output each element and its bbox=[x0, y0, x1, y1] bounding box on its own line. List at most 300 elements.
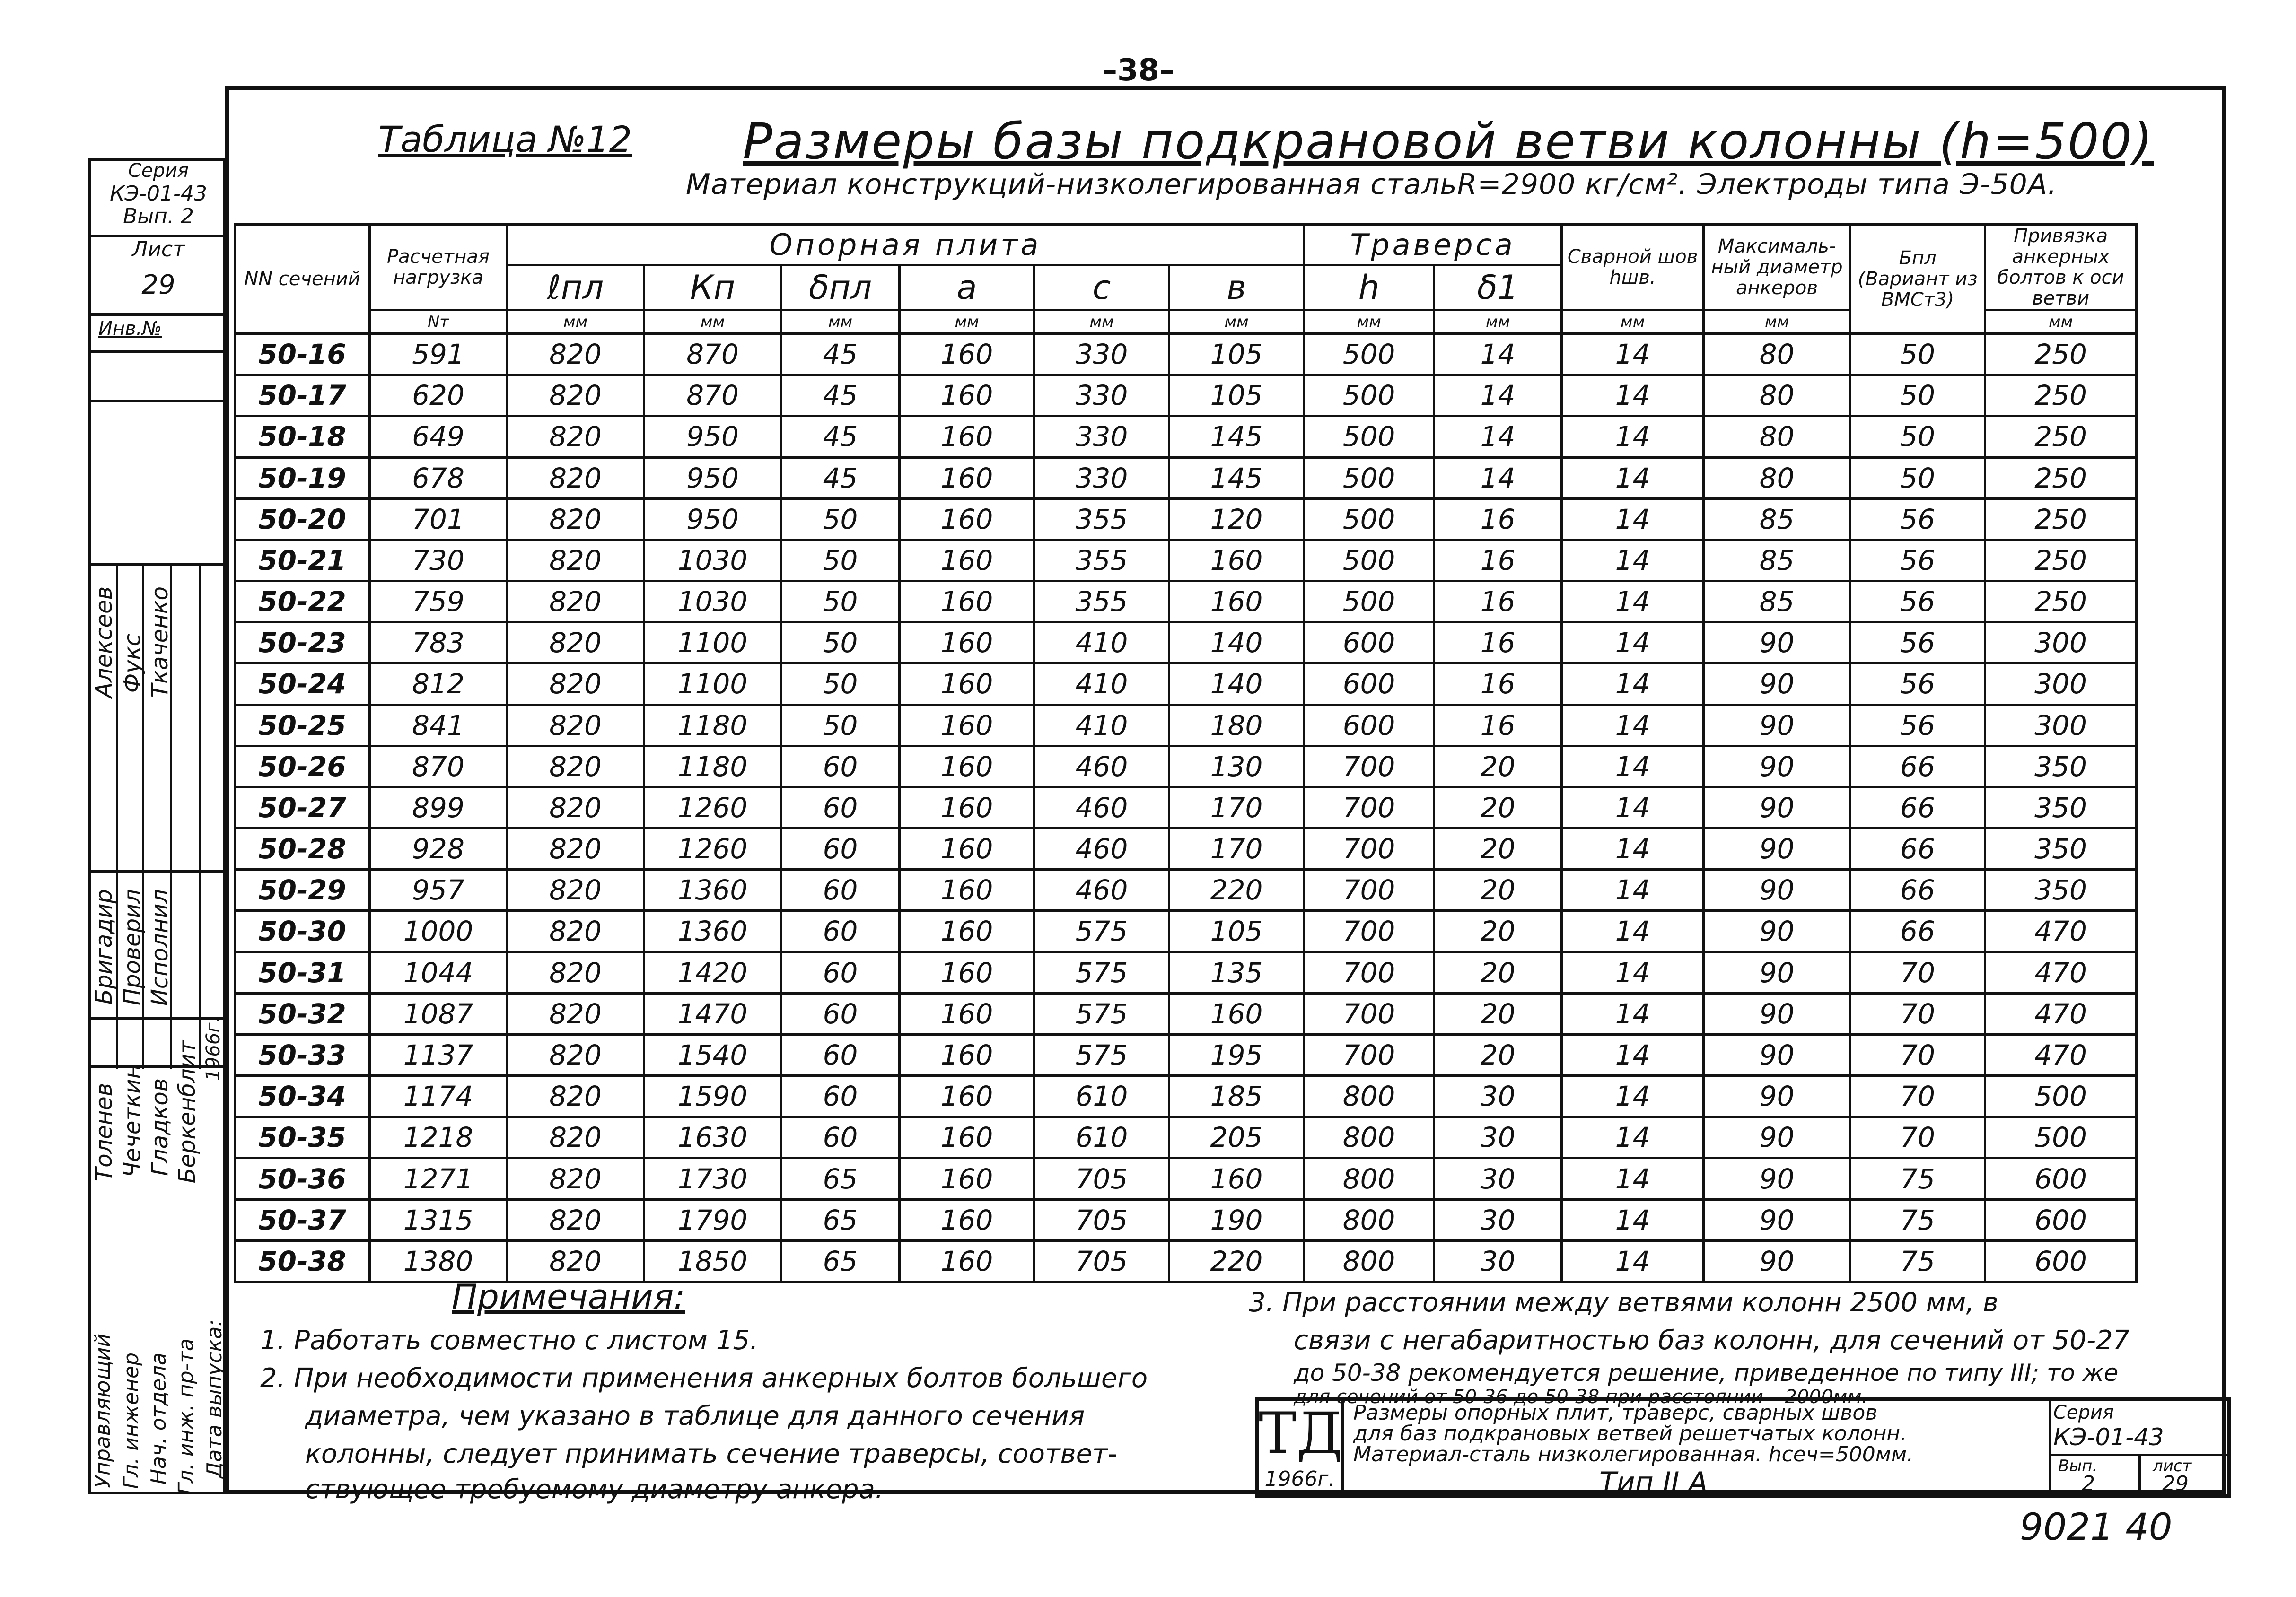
table-cell: 60 bbox=[781, 1076, 900, 1117]
table-row bbox=[235, 498, 2137, 540]
section-cell: 50-33 bbox=[235, 1034, 370, 1075]
td-logo-icon: ТД bbox=[1259, 1401, 1343, 1466]
stamp-year: 1966г. bbox=[1264, 1467, 1335, 1491]
table-cell: 160 bbox=[1169, 581, 1304, 622]
table-cell: 1000 bbox=[370, 911, 507, 952]
table-cell: 90 bbox=[1704, 870, 1850, 911]
table-cell: 700 bbox=[1304, 787, 1434, 828]
table-cell: 160 bbox=[900, 829, 1034, 870]
table-cell: 65 bbox=[781, 1240, 900, 1282]
table-cell: 820 bbox=[507, 540, 644, 581]
unit-mm: мм bbox=[1304, 310, 1434, 334]
table-cell: 56 bbox=[1850, 540, 1985, 581]
table-cell: 250 bbox=[1985, 581, 2137, 622]
col-header-lpl: ℓпл bbox=[507, 265, 644, 310]
table-cell: 16 bbox=[1434, 622, 1562, 663]
table-cell: 14 bbox=[1562, 457, 1704, 498]
table-row bbox=[235, 1117, 2137, 1158]
table-cell: 870 bbox=[644, 375, 781, 416]
stamp-hline bbox=[2051, 1454, 2231, 1456]
table-cell: 500 bbox=[1304, 375, 1434, 416]
table-cell: 1030 bbox=[644, 540, 781, 581]
table-cell: 60 bbox=[781, 1034, 900, 1075]
table-cell: 145 bbox=[1169, 457, 1304, 498]
table-cell: 56 bbox=[1850, 622, 1985, 663]
table-cell: 899 bbox=[370, 787, 507, 828]
section-cell: 50-21 bbox=[235, 540, 370, 581]
table-cell: 950 bbox=[644, 498, 781, 540]
table-cell: 410 bbox=[1034, 622, 1169, 663]
table-cell: 16 bbox=[1434, 663, 1562, 705]
table-cell: 60 bbox=[781, 787, 900, 828]
table-cell: 14 bbox=[1562, 1240, 1704, 1282]
table-cell: 355 bbox=[1034, 540, 1169, 581]
stamp-series: КЭ-01-43 bbox=[2053, 1423, 2164, 1451]
table-cell: 1174 bbox=[370, 1076, 507, 1117]
col-header-kp: Кп bbox=[644, 265, 781, 310]
strip-divider bbox=[88, 400, 226, 402]
table-cell: 65 bbox=[781, 1158, 900, 1199]
table-row bbox=[235, 457, 2137, 498]
col-header-d1: δ1 bbox=[1434, 265, 1562, 310]
table-cell: 30 bbox=[1434, 1076, 1562, 1117]
table-cell: 160 bbox=[900, 622, 1034, 663]
table-cell: 820 bbox=[507, 498, 644, 540]
note-3-line4: для сечений от 50-36 до 50-38 при расстоянии – 2000мм. bbox=[1294, 1386, 1868, 1408]
table-cell: 14 bbox=[1434, 334, 1562, 375]
table-cell: 50 bbox=[1850, 457, 1985, 498]
table-cell: 820 bbox=[507, 416, 644, 457]
strip-divider bbox=[88, 313, 226, 316]
table-cell: 820 bbox=[507, 1117, 644, 1158]
table-cell: 60 bbox=[781, 870, 900, 911]
table-cell: 1030 bbox=[644, 581, 781, 622]
table-cell: 701 bbox=[370, 498, 507, 540]
table-cell: 820 bbox=[507, 1076, 644, 1117]
table-cell: 160 bbox=[900, 1117, 1034, 1158]
table-cell: 350 bbox=[1985, 870, 2137, 911]
table-cell: 85 bbox=[1704, 581, 1850, 622]
unit-mm: мм bbox=[507, 310, 644, 334]
group-header-plate: Опорная плита bbox=[507, 225, 1304, 265]
table-cell: 90 bbox=[1704, 1076, 1850, 1117]
table-cell: 140 bbox=[1169, 622, 1304, 663]
table-cell: 800 bbox=[1304, 1240, 1434, 1282]
table-cell: 50 bbox=[781, 498, 900, 540]
table-cell: 470 bbox=[1985, 1034, 2137, 1075]
table-cell: 14 bbox=[1562, 829, 1704, 870]
table-cell: 705 bbox=[1034, 1240, 1169, 1282]
table-cell: 14 bbox=[1562, 952, 1704, 993]
table-cell: 160 bbox=[900, 870, 1034, 911]
table-cell: 330 bbox=[1034, 334, 1169, 375]
table-cell: 460 bbox=[1034, 787, 1169, 828]
table-cell: 1380 bbox=[370, 1240, 507, 1282]
table-cell: 1260 bbox=[644, 787, 781, 828]
table-cell: 700 bbox=[1304, 746, 1434, 787]
strip-year: 1966г. bbox=[202, 1017, 224, 1081]
table-cell: 160 bbox=[900, 993, 1034, 1034]
table-cell: 50 bbox=[1850, 375, 1985, 416]
table-cell: 820 bbox=[507, 663, 644, 705]
stamp-logo-cell bbox=[1259, 1401, 1344, 1494]
table-cell: 14 bbox=[1562, 1158, 1704, 1199]
table-cell: 350 bbox=[1985, 829, 2137, 870]
table-cell: 195 bbox=[1169, 1034, 1304, 1075]
table-cell: 250 bbox=[1985, 375, 2137, 416]
unit-mm: мм bbox=[1985, 310, 2137, 334]
table-cell: 66 bbox=[1850, 911, 1985, 952]
table-cell: 75 bbox=[1850, 1199, 1985, 1240]
base-dimensions-table bbox=[234, 223, 2138, 1283]
table-cell: 600 bbox=[1304, 705, 1434, 746]
note-2-line4: ствующее требуемому диаметру анкера. bbox=[305, 1474, 884, 1505]
table-cell: 160 bbox=[900, 416, 1034, 457]
table-cell: 20 bbox=[1434, 911, 1562, 952]
table-cell: 20 bbox=[1434, 870, 1562, 911]
section-cell: 50-18 bbox=[235, 416, 370, 457]
section-cell: 50-34 bbox=[235, 1076, 370, 1117]
table-cell: 60 bbox=[781, 746, 900, 787]
table-cell: 705 bbox=[1034, 1158, 1169, 1199]
table-cell: 410 bbox=[1034, 705, 1169, 746]
table-cell: 190 bbox=[1169, 1199, 1304, 1240]
table-cell: 610 bbox=[1034, 1117, 1169, 1158]
group-header-traverse: Траверса bbox=[1304, 225, 1562, 265]
table-row bbox=[235, 952, 2137, 993]
role-brigadir: Бригадир bbox=[91, 889, 117, 1005]
table-cell: 820 bbox=[507, 746, 644, 787]
table-cell: 60 bbox=[781, 1117, 900, 1158]
table-cell: 14 bbox=[1434, 375, 1562, 416]
table-cell: 160 bbox=[900, 1158, 1034, 1199]
col-header-c: c bbox=[1034, 265, 1169, 310]
strip-issue: Вып. 2 bbox=[123, 204, 194, 228]
col-header-h: h bbox=[1304, 265, 1434, 310]
table-cell: 14 bbox=[1562, 746, 1704, 787]
strip-series: КЭ-01-43 bbox=[110, 182, 207, 206]
table-cell: 1100 bbox=[644, 622, 781, 663]
table-cell: 160 bbox=[900, 457, 1034, 498]
table-cell: 14 bbox=[1562, 1034, 1704, 1075]
table-cell: 700 bbox=[1304, 993, 1434, 1034]
section-cell: 50-16 bbox=[235, 334, 370, 375]
table-cell: 50 bbox=[781, 663, 900, 705]
archive-number: 9021 40 bbox=[2020, 1506, 2173, 1549]
table-cell: 220 bbox=[1169, 870, 1304, 911]
unit-load: Nт bbox=[370, 310, 507, 334]
table-cell: 90 bbox=[1704, 746, 1850, 787]
table-cell: 820 bbox=[507, 581, 644, 622]
table-cell: 330 bbox=[1034, 416, 1169, 457]
table-cell: 160 bbox=[900, 581, 1034, 622]
table-cell: 50 bbox=[1850, 416, 1985, 457]
table-cell: 145 bbox=[1169, 416, 1304, 457]
name-chechetkin: Чечеткин bbox=[119, 1064, 146, 1178]
table-cell: 355 bbox=[1034, 581, 1169, 622]
table-cell: 820 bbox=[507, 1199, 644, 1240]
table-cell: 700 bbox=[1304, 952, 1434, 993]
table-cell: 500 bbox=[1304, 498, 1434, 540]
table-cell: 90 bbox=[1704, 787, 1850, 828]
table-cell: 1630 bbox=[644, 1117, 781, 1158]
name-tkachenko: Ткаченко bbox=[147, 586, 173, 698]
section-cell: 50-20 bbox=[235, 498, 370, 540]
note-3 bbox=[1249, 1284, 2233, 1408]
table-cell: 16 bbox=[1434, 705, 1562, 746]
table-cell: 14 bbox=[1562, 1199, 1704, 1240]
table-cell: 66 bbox=[1850, 870, 1985, 911]
table-cell: 160 bbox=[900, 663, 1034, 705]
table-cell: 60 bbox=[781, 952, 900, 993]
table-cell: 70 bbox=[1850, 1034, 1985, 1075]
table-cell: 60 bbox=[781, 911, 900, 952]
table-cell: 600 bbox=[1304, 622, 1434, 663]
table-cell: 14 bbox=[1562, 705, 1704, 746]
note-2-line2: диаметра, чем указано в таблице для данного сечения bbox=[305, 1401, 1085, 1431]
stamp-divider bbox=[2049, 1401, 2051, 1494]
table-cell: 14 bbox=[1562, 993, 1704, 1034]
table-cell: 90 bbox=[1704, 952, 1850, 993]
col-header-weld: Сварной шов hшв. bbox=[1562, 225, 1704, 310]
table-cell: 250 bbox=[1985, 334, 2137, 375]
strip-sheet-label: Лист bbox=[132, 237, 185, 262]
table-cell: 1360 bbox=[644, 870, 781, 911]
table-cell: 20 bbox=[1434, 746, 1562, 787]
table-cell: 500 bbox=[1304, 457, 1434, 498]
stamp-desc-2: для баз подкрановых ветвей решетчатых колонн. bbox=[1353, 1422, 1907, 1446]
table-cell: 1420 bbox=[644, 952, 781, 993]
table-cell: 20 bbox=[1434, 993, 1562, 1034]
table-cell: 820 bbox=[507, 787, 644, 828]
table-cell: 1790 bbox=[644, 1199, 781, 1240]
unit-mm: мм bbox=[900, 310, 1034, 334]
table-row bbox=[235, 622, 2137, 663]
table-row bbox=[235, 1158, 2137, 1199]
note-1: 1. Работать совместно с листом 15. bbox=[260, 1325, 758, 1356]
table-cell: 90 bbox=[1704, 1158, 1850, 1199]
section-cell: 50-28 bbox=[235, 829, 370, 870]
unit-mm: мм bbox=[1169, 310, 1304, 334]
table-cell: 1087 bbox=[370, 993, 507, 1034]
note-2: 2. При необходимости применения анкерных болтов большего bbox=[260, 1363, 1148, 1394]
note-3-line1: 3. При расстоянии между ветвями колонн 2500 мм, в bbox=[1249, 1287, 1998, 1318]
table-cell: 800 bbox=[1304, 1199, 1434, 1240]
stamp-issue: 2 bbox=[2082, 1472, 2095, 1496]
role-upravlyayushchiy: Управляющий bbox=[91, 1334, 115, 1488]
table-cell: 410 bbox=[1034, 663, 1169, 705]
table-cell: 820 bbox=[507, 952, 644, 993]
table-cell: 80 bbox=[1704, 375, 1850, 416]
table-cell: 135 bbox=[1169, 952, 1304, 993]
stamp-vline bbox=[2138, 1454, 2141, 1496]
table-cell: 80 bbox=[1704, 416, 1850, 457]
table-cell: 820 bbox=[507, 1240, 644, 1282]
table-cell: 65 bbox=[781, 1199, 900, 1240]
table-cell: 90 bbox=[1704, 622, 1850, 663]
name-alekseev: Алексеев bbox=[91, 586, 117, 698]
table-cell: 14 bbox=[1562, 1076, 1704, 1117]
section-cell: 50-27 bbox=[235, 787, 370, 828]
table-cell: 870 bbox=[644, 334, 781, 375]
table-cell: 60 bbox=[781, 993, 900, 1034]
table-cell: 800 bbox=[1304, 1117, 1434, 1158]
table-cell: 160 bbox=[900, 334, 1034, 375]
table-cell: 45 bbox=[781, 416, 900, 457]
table-cell: 80 bbox=[1704, 334, 1850, 375]
table-cell: 600 bbox=[1985, 1199, 2137, 1240]
notes-title: Примечания: bbox=[452, 1277, 685, 1317]
table-cell: 14 bbox=[1562, 1117, 1704, 1158]
role-proveril: Проверил bbox=[119, 889, 146, 1006]
section-cell: 50-26 bbox=[235, 746, 370, 787]
table-cell: 90 bbox=[1704, 993, 1850, 1034]
table-cell: 470 bbox=[1985, 952, 2137, 993]
table-cell: 470 bbox=[1985, 911, 2137, 952]
table-cell: 1180 bbox=[644, 705, 781, 746]
col-header-anchor: Максималь-ный диаметр анкеров bbox=[1704, 225, 1850, 310]
table-cell: 820 bbox=[507, 334, 644, 375]
table-cell: 90 bbox=[1704, 1240, 1850, 1282]
table-cell: 820 bbox=[507, 1034, 644, 1075]
table-cell: 250 bbox=[1985, 416, 2137, 457]
table-cell: 330 bbox=[1034, 457, 1169, 498]
table-cell: 50 bbox=[781, 622, 900, 663]
table-cell: 66 bbox=[1850, 787, 1985, 828]
table-cell: 50 bbox=[781, 705, 900, 746]
table-cell: 500 bbox=[1304, 334, 1434, 375]
table-cell: 820 bbox=[507, 870, 644, 911]
table-cell: 14 bbox=[1562, 663, 1704, 705]
table-cell: 160 bbox=[900, 540, 1034, 581]
table-cell: 14 bbox=[1562, 540, 1704, 581]
table-cell: 1470 bbox=[644, 993, 781, 1034]
table-cell: 1730 bbox=[644, 1158, 781, 1199]
section-cell: 50-22 bbox=[235, 581, 370, 622]
table-cell: 14 bbox=[1562, 622, 1704, 663]
table-cell: 1271 bbox=[370, 1158, 507, 1199]
table-cell: 160 bbox=[900, 911, 1034, 952]
table-cell: 56 bbox=[1850, 663, 1985, 705]
table-cell: 160 bbox=[900, 1034, 1034, 1075]
table-cell: 160 bbox=[900, 375, 1034, 416]
table-row bbox=[235, 663, 2137, 705]
table-cell: 75 bbox=[1850, 1240, 1985, 1282]
page-title: Размеры базы подкрановой ветви колонны (h=500) bbox=[743, 113, 2154, 170]
table-cell: 66 bbox=[1850, 746, 1985, 787]
table-cell: 70 bbox=[1850, 993, 1985, 1034]
table-cell: 70 bbox=[1850, 1076, 1985, 1117]
table-cell: 45 bbox=[781, 334, 900, 375]
table-cell: 300 bbox=[1985, 705, 2137, 746]
table-cell: 70 bbox=[1850, 952, 1985, 993]
section-cell: 50-25 bbox=[235, 705, 370, 746]
table-cell: 30 bbox=[1434, 1240, 1562, 1282]
name-fuks: Фукс bbox=[119, 634, 146, 693]
table-cell: 160 bbox=[900, 1240, 1034, 1282]
table-cell: 820 bbox=[507, 375, 644, 416]
table-cell: 160 bbox=[1169, 993, 1304, 1034]
table-cell: 500 bbox=[1304, 581, 1434, 622]
table-cell: 14 bbox=[1562, 375, 1704, 416]
table-cell: 75 bbox=[1850, 1158, 1985, 1199]
table-row bbox=[235, 705, 2137, 746]
table-cell: 160 bbox=[900, 952, 1034, 993]
table-cell: 85 bbox=[1704, 498, 1850, 540]
stamp-issue-label: Вып. bbox=[2058, 1457, 2098, 1475]
table-cell: 700 bbox=[1304, 911, 1434, 952]
table-cell: 14 bbox=[1562, 416, 1704, 457]
table-cell: 16 bbox=[1434, 540, 1562, 581]
table-cell: 591 bbox=[370, 334, 507, 375]
table-cell: 90 bbox=[1704, 829, 1850, 870]
table-cell: 160 bbox=[1169, 1158, 1304, 1199]
strip-divider bbox=[88, 563, 226, 566]
section-cell: 50-38 bbox=[235, 1240, 370, 1282]
section-cell: 50-24 bbox=[235, 663, 370, 705]
table-cell: 470 bbox=[1985, 993, 2137, 1034]
table-row bbox=[235, 581, 2137, 622]
table-cell: 1044 bbox=[370, 952, 507, 993]
table-cell: 575 bbox=[1034, 952, 1169, 993]
table-cell: 700 bbox=[1304, 1034, 1434, 1075]
table-cell: 957 bbox=[370, 870, 507, 911]
table-cell: 783 bbox=[370, 622, 507, 663]
table-cell: 205 bbox=[1169, 1117, 1304, 1158]
name-tolenev: Толенев bbox=[91, 1083, 117, 1182]
table-cell: 575 bbox=[1034, 993, 1169, 1034]
table-cell: 14 bbox=[1434, 457, 1562, 498]
strip-col-line bbox=[199, 563, 201, 1069]
table-cell: 50 bbox=[781, 540, 900, 581]
table-cell: 14 bbox=[1562, 870, 1704, 911]
table-cell: 460 bbox=[1034, 829, 1169, 870]
table-cell: 14 bbox=[1562, 911, 1704, 952]
table-row bbox=[235, 911, 2137, 952]
table-cell: 460 bbox=[1034, 746, 1169, 787]
note-3-line3: до 50-38 рекомендуется решение, приведенное по типу III; то же bbox=[1294, 1359, 2119, 1387]
table-cell: 350 bbox=[1985, 746, 2137, 787]
table-cell: 90 bbox=[1704, 663, 1850, 705]
table-cell: 1540 bbox=[644, 1034, 781, 1075]
table-cell: 759 bbox=[370, 581, 507, 622]
col-header-v: в bbox=[1169, 265, 1304, 310]
table-cell: 90 bbox=[1704, 1117, 1850, 1158]
role-nach-otdela: Нач. отдела bbox=[147, 1353, 171, 1485]
table-cell: 45 bbox=[781, 375, 900, 416]
table-row bbox=[235, 1076, 2137, 1117]
table-cell: 90 bbox=[1704, 911, 1850, 952]
table-cell: 1137 bbox=[370, 1034, 507, 1075]
section-cell: 50-36 bbox=[235, 1158, 370, 1199]
table-cell: 105 bbox=[1169, 334, 1304, 375]
table-cell: 130 bbox=[1169, 746, 1304, 787]
table-row bbox=[235, 787, 2137, 828]
table-cell: 678 bbox=[370, 457, 507, 498]
table-cell: 105 bbox=[1169, 911, 1304, 952]
table-cell: 170 bbox=[1169, 787, 1304, 828]
role-gl-inzh-proekta: Гл. инж. пр-та bbox=[174, 1338, 198, 1495]
table-cell: 330 bbox=[1034, 375, 1169, 416]
table-row bbox=[235, 870, 2137, 911]
table-cell: 1315 bbox=[370, 1199, 507, 1240]
table-cell: 500 bbox=[1985, 1076, 2137, 1117]
table-cell: 20 bbox=[1434, 829, 1562, 870]
table-row bbox=[235, 416, 2137, 457]
unit-mm: мм bbox=[644, 310, 781, 334]
col-header-binding: Привязка анкерных болтов к оси ветви bbox=[1985, 225, 2137, 310]
section-cell: 50-19 bbox=[235, 457, 370, 498]
